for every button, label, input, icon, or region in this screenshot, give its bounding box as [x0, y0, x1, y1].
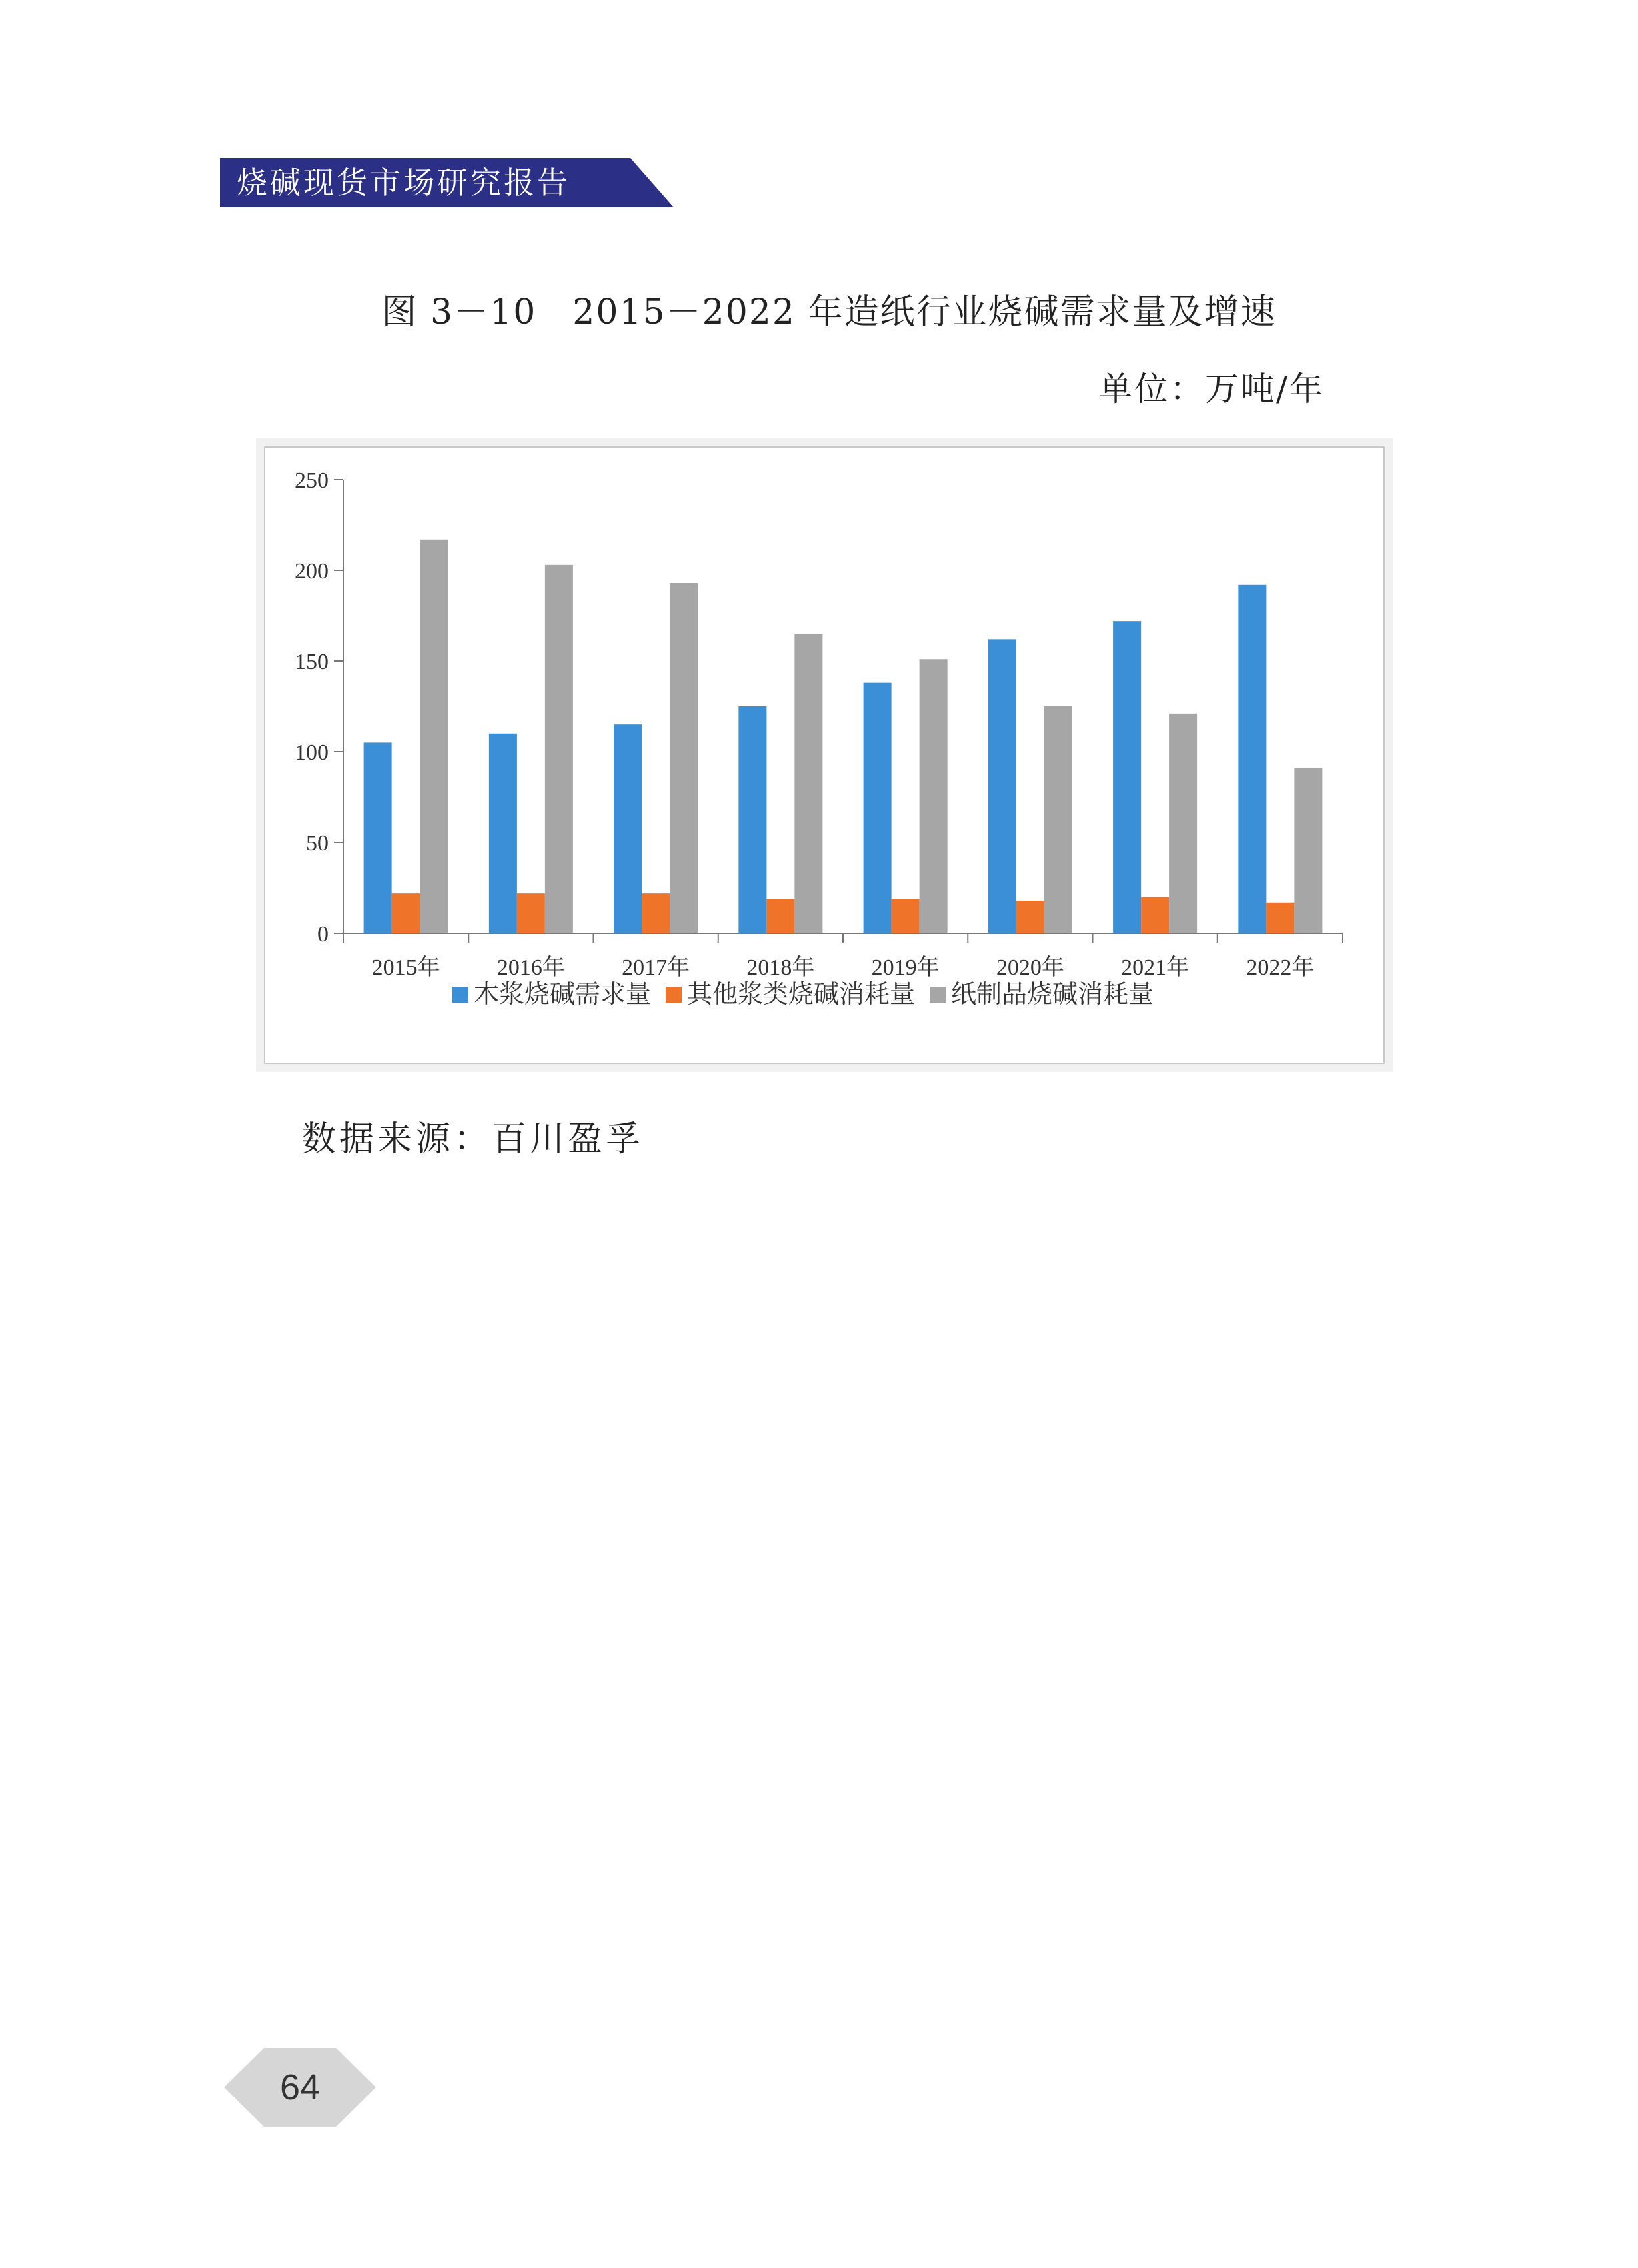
book-title: 烧碱现货市场研究报告 — [237, 165, 570, 201]
x-tick-label: 2020年 — [996, 955, 1064, 980]
bar-1 — [864, 683, 892, 933]
data-source: 数据来源：百川盈孚 — [301, 1119, 644, 1159]
bar-2 — [766, 899, 794, 933]
x-axis — [343, 933, 1343, 980]
figure-title: 图 3－10 2015－2022 年造纸行业烧碱需求量及增速 — [381, 292, 1277, 332]
x-tick-label: 2016年 — [496, 955, 565, 980]
chart-panel — [264, 446, 1385, 1064]
bar-2 — [517, 893, 545, 933]
bar-2 — [1016, 901, 1044, 933]
y-axis — [295, 468, 343, 947]
bar-2 — [642, 893, 670, 933]
x-tick-label: 2019年 — [871, 955, 940, 980]
y-tick-label: 250 — [295, 468, 329, 493]
legend-swatch-2 — [666, 987, 682, 1003]
x-tick-label: 2018年 — [746, 955, 815, 980]
bar-3 — [545, 565, 573, 933]
y-tick-label: 100 — [295, 740, 329, 765]
bar-2 — [1266, 903, 1294, 933]
legend — [452, 979, 1154, 1009]
legend-label-2: 其他浆类烧碱消耗量 — [687, 979, 916, 1009]
bar-3 — [920, 659, 948, 933]
bar-3 — [1169, 714, 1197, 933]
chart-frame — [256, 438, 1393, 1072]
legend-label-3: 纸制品烧碱消耗量 — [951, 979, 1154, 1009]
y-tick-label: 0 — [317, 922, 329, 947]
bar-2 — [892, 899, 920, 933]
bar-1 — [988, 639, 1016, 933]
x-tick-label: 2022年 — [1246, 955, 1315, 980]
bar-2 — [1141, 897, 1169, 933]
y-tick-label: 50 — [306, 831, 329, 856]
bar-3 — [420, 540, 448, 933]
y-tick-label: 150 — [295, 650, 329, 674]
legend-label-1: 木浆烧碱需求量 — [474, 979, 652, 1009]
bar-3 — [794, 634, 822, 933]
bar-3 — [1044, 706, 1072, 933]
bar-1 — [738, 706, 766, 933]
figure-unit: 单位：万吨/年 — [1099, 370, 1325, 408]
bar-1 — [364, 742, 392, 933]
x-tick-label: 2015年 — [371, 955, 440, 980]
bar-1 — [489, 734, 517, 933]
bar-3 — [1294, 768, 1322, 933]
x-tick-label: 2021年 — [1121, 955, 1190, 980]
x-tick-label: 2017年 — [622, 955, 690, 980]
bar-1 — [1238, 585, 1266, 933]
legend-swatch-3 — [930, 987, 946, 1003]
page-number: 64 — [279, 2067, 321, 2107]
bar-1 — [614, 724, 642, 933]
bars — [364, 540, 1323, 933]
bar-2 — [392, 893, 420, 933]
bar-3 — [670, 583, 698, 933]
bar-chart — [265, 448, 1383, 1063]
legend-swatch-1 — [452, 987, 468, 1003]
bar-1 — [1113, 621, 1141, 933]
y-tick-label: 200 — [295, 559, 329, 584]
